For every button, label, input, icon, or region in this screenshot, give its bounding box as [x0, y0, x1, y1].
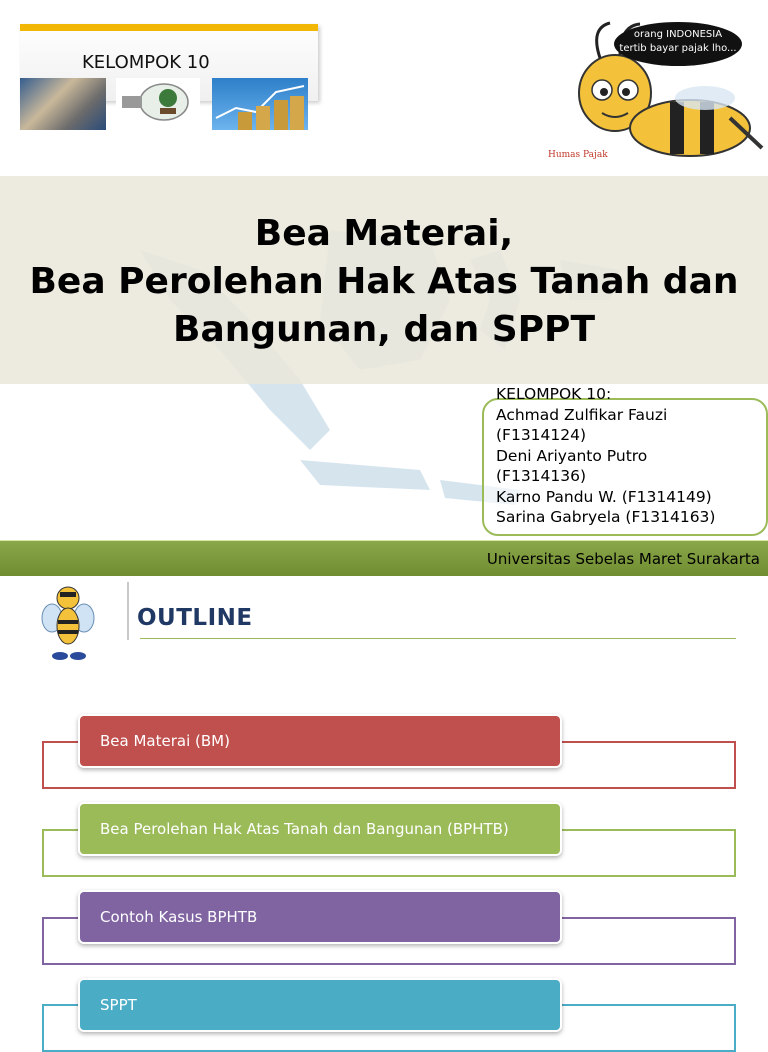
bee-cartoon-icon	[38, 582, 98, 664]
outline-title: OUTLINE	[137, 605, 253, 631]
coin-graph-image	[212, 78, 308, 130]
lightbulb-image	[116, 78, 200, 130]
humas-pajak-caption: Humas Pajak	[548, 150, 608, 160]
speech-bubble	[614, 22, 742, 66]
outline-item-bphtb[interactable]	[78, 802, 562, 856]
university-name: Universitas Sebelas Maret Surakarta	[486, 550, 760, 568]
member-line: Deni Ariyanto Putro	[496, 446, 648, 465]
slide-title	[0, 210, 768, 354]
speech-line-2: tertib bayar pajak lho...	[619, 43, 737, 54]
coins-image	[20, 78, 106, 130]
title-divider	[127, 582, 129, 640]
outline-item-label: SPPT	[100, 996, 137, 1014]
member-line: (F1314136)	[496, 467, 587, 485]
title-line-3: Bangunan, dan SPPT	[173, 309, 595, 350]
outline-rule	[140, 638, 736, 639]
member-line: (F1314124)	[496, 426, 587, 444]
speech-line-1: orang INDONESIA	[633, 29, 723, 40]
title-line-2: Bea Perolehan Hak Atas Tanah dan	[29, 261, 739, 302]
outline-item-label: Contoh Kasus BPHTB	[100, 908, 258, 926]
member-line: Achmad Zulfikar Fauzi	[496, 405, 668, 424]
outline-item-label: Bea Materai (BM)	[100, 732, 230, 750]
members-list	[496, 384, 715, 528]
outline-slide	[0, 576, 768, 1024]
member-line: Karno Pandu W. (F1314149)	[496, 487, 712, 506]
members-heading: KELOMPOK 10:	[496, 385, 612, 403]
title-line-1: Bea Materai,	[254, 213, 514, 254]
footer-band	[0, 540, 768, 576]
member-line: Sarina Gabryela (F1314163)	[496, 508, 716, 526]
outline-item-label: Bea Perolehan Hak Atas Tanah dan Bangunan (BPHTB)	[100, 820, 509, 838]
outline-item-contoh-kasus[interactable]	[78, 890, 562, 944]
outline-item-bea-materai[interactable]	[78, 714, 562, 768]
group-title: KELOMPOK 10	[82, 52, 210, 73]
